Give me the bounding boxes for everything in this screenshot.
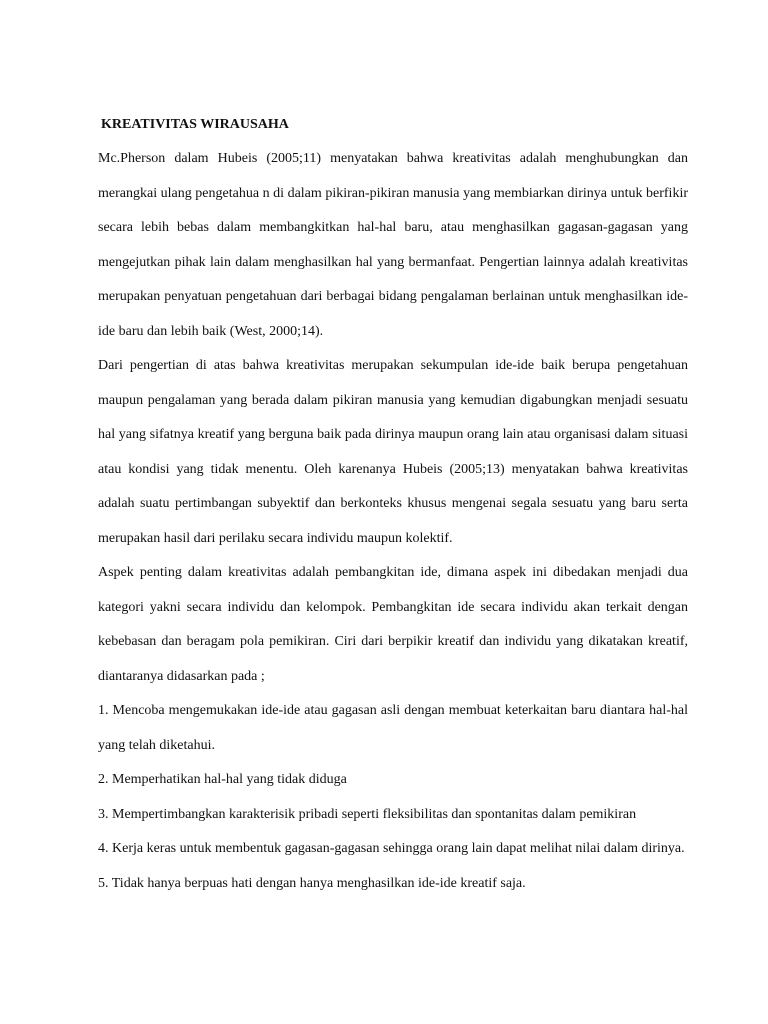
list-item-2: 2. Memperhatikan hal-hal yang tidak diduga (98, 772, 347, 787)
document-title: KREATIVITAS WIRAUSAHA (101, 117, 289, 132)
paragraph-2: Dari pengertian di atas bahwa kreativitas merupakan sekumpulan ide-ide baik berupa pengetahuan maupun pengalaman yang berada dalam pikiran manusia yang kemudian digabungkan menjadi sesuatu hal yang sifatnya kreatif yang berguna baik pada dirinya maupun orang lain atau organisasi dalam situasi atau kondisi yang tidak menentu. Oleh karenanya Hubeis (2005;13) menyatakan bahwa kreativitas adalah suatu pertimbangan subyektif dan berkonteks khusus mengenai segala sesuatu yang baru serta merupakan hasil dari perilaku secara individu maupun kolektif. (98, 358, 688, 546)
list-item-4: 4. Kerja keras untuk membentuk gagasan-gagasan sehingga orang lain dapat melihat nilai dalam dirinya. (98, 841, 685, 856)
list-item-3: 3. Mempertimbangkan karakterisik pribadi seperti fleksibilitas dan spontanitas dalam pemikiran (98, 806, 637, 822)
paragraph-1: Mc.Pherson dalam Hubeis (2005;11) menyatakan bahwa kreativitas adalah menghubungkan dan merangkai ulang pengetahua n di dalam pikiran-pikiran manusia yang membiarkan dirinya untuk berfikir secara lebih bebas dalam membangkitkan hal-hal baru, atau menghasilkan gagasan-gagasan yang mengejutkan pihak lain dalam menghasilkan hal yang bermanfaat. Pengertian lainnya adalah kreativitas merupakan penyatuan pengetahuan dari berbagai bidang pengalaman berlainan untuk menghasilkan ide-ide baru dan lebih baik (West, 2000;14). (98, 151, 688, 339)
paragraph-3: Aspek penting dalam kreativitas adalah pembangkitan ide, dimana aspek ini dibedakan menjadi dua kategori yakni secara individu dan kelompok. Pembangkitan ide secara individu akan terkait dengan kebebasan dan beragam pola pemikiran. Ciri dari berpikir kreatif dan individu yang dikatakan kreatif, diantaranya didasarkan pada ; (98, 565, 688, 684)
document-body (98, 114, 688, 901)
list-item-5: 5. Tidak hanya berpuas hati dengan hanya menghasilkan ide-ide kreatif saja. (98, 875, 526, 891)
list-item-1: 1. Mencoba mengemukakan ide-ide atau gagasan asli dengan membuat keterkaitan baru diantara hal-hal yang telah diketahui. (98, 703, 688, 753)
